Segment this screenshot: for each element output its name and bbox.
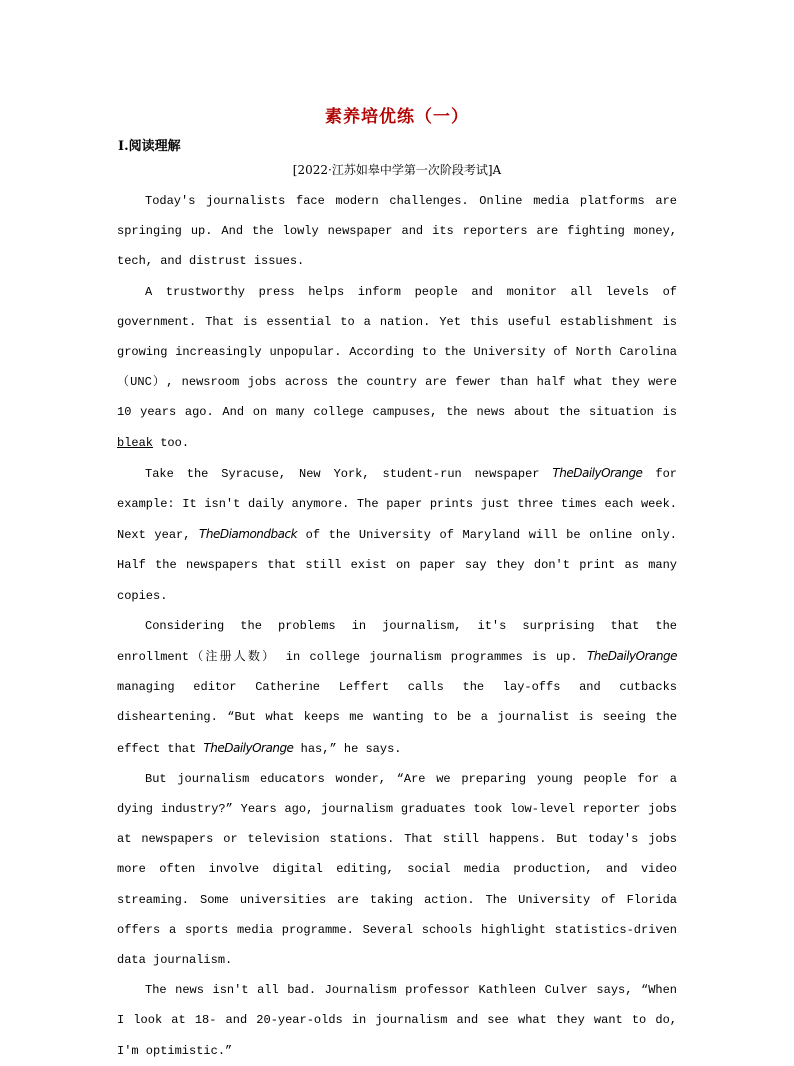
paragraph-4-part-a: Considering the problems in journalism, it's surprising that the enrollment（注册人数） in college journalism programmes is up.	[117, 618, 677, 665]
underlined-word: bleak	[117, 435, 154, 450]
newspaper-name: TheDailyOrange	[586, 649, 677, 664]
paragraph-4-part-c: managing editor Catherine Leffert calls the lay-offs and cutbacks disheartening. “But what keeps me wanting to be a journalist is seeing the effect that	[117, 680, 677, 756]
paragraph-2-text: A trustworthy press helps inform people and monitor all levels of government. That is essential to a nation. Yet this useful establishment is growing increasingly unpopular. According to the University of North Carolina（UNC）, newsroom jobs across the country are fewer than half what they were 10 years ago. And on many college campuses, the news about the situation is	[117, 284, 677, 420]
newspaper-name: TheDailyOrange	[552, 465, 643, 480]
paragraph-4	[117, 611, 677, 764]
paragraph-3-part-e: of the University of Maryland will be online only. Half the newspapers that still exist on paper say they don't print as many copies.	[117, 528, 677, 603]
paragraph-3-part-a: Take the Syracuse, New York, student-run newspaper	[145, 466, 553, 481]
page-title: 素养培优练（一）	[325, 107, 469, 127]
paragraph-3-part-c: for example: It isn't daily anymore. The paper prints just three times each week. Next year,	[117, 466, 677, 543]
newspaper-name: TheDailyOrange	[203, 740, 294, 755]
paragraph-6: The news isn't all bad. Journalism professor Kathleen Culver says, “When I look at 18- and 20-year-olds in journalism and see what they want to do, I'm optimistic.”	[117, 983, 677, 1058]
passage-body	[117, 186, 677, 1066]
paragraph-2-end: too.	[153, 435, 190, 450]
paragraph-5: But journalism educators wonder, “Are we preparing young people for a dying industry?” Years ago, journalism graduates took low-level reporter jobs at newspapers or television stations. That still happens. But today's jobs more often involve digital editing, social media production, and video streaming. Some universities are taking action. The University of Florida offers a sports media programme. Several schools highlight statistics-driven data journalism.	[117, 771, 677, 968]
section-heading: Ⅰ.阅读理解	[118, 139, 181, 154]
passage-source: [2022·江苏如皋中学第一次阶段考试]A	[292, 163, 502, 177]
paragraph-3	[117, 458, 677, 611]
paragraph-1: Today's journalists face modern challenges. Online media platforms are springing up. And the lowly newspaper and its reporters are fighting money, tech, and distrust issues.	[117, 194, 677, 269]
paragraph-2	[117, 277, 677, 458]
paragraph-4-part-e: has,” he says.	[293, 741, 402, 756]
newspaper-name: TheDiamondback	[199, 527, 298, 542]
